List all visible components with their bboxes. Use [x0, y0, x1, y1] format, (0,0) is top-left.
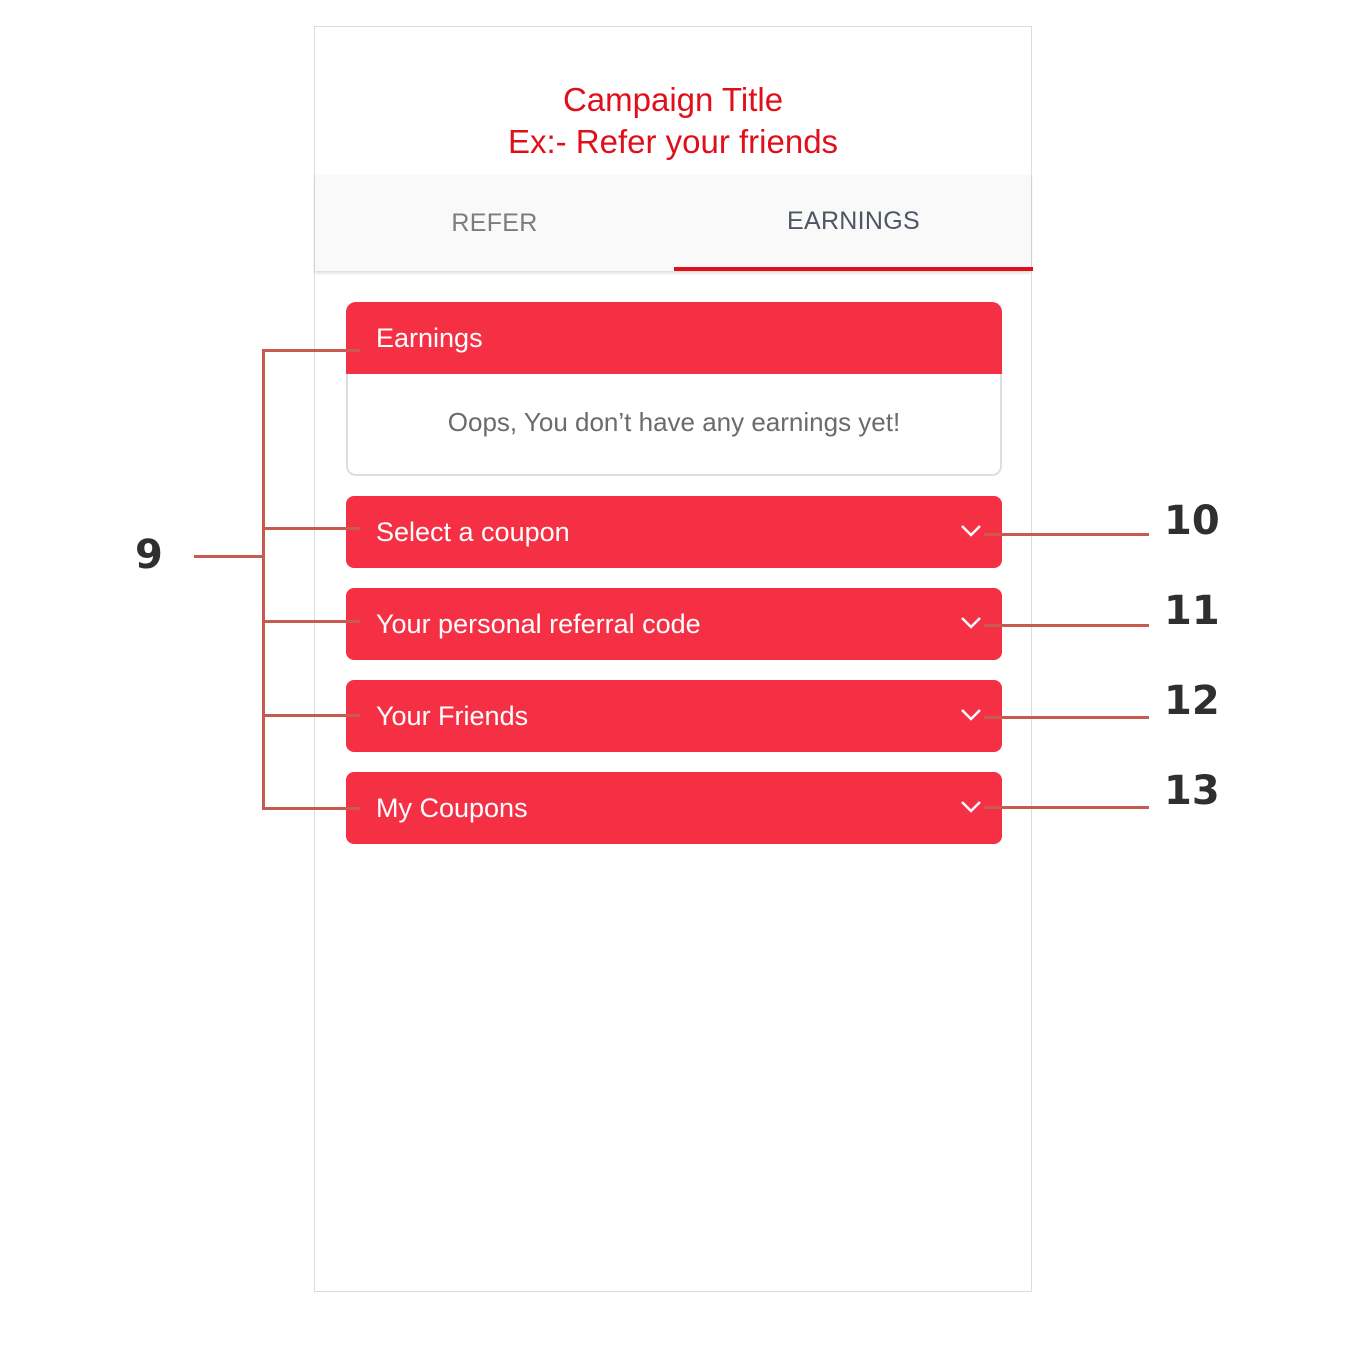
callout-label-12: 12	[1164, 678, 1220, 724]
chevron-down-icon	[960, 800, 982, 814]
earnings-card	[346, 302, 1002, 476]
campaign-title-line2: Ex:- Refer your friends	[507, 123, 839, 160]
callout-label-11: 11	[1164, 588, 1220, 634]
accordion-select-coupon[interactable]	[346, 496, 1002, 568]
callout-bracket-mycoupons	[262, 807, 360, 810]
callout-line-10	[984, 533, 1149, 536]
accordion-label: Your personal referral code	[376, 608, 701, 639]
callout-label-9: 9	[135, 532, 163, 578]
accordion-label: Your Friends	[376, 700, 529, 731]
phone-screen	[314, 26, 1032, 1292]
callout-line-12	[984, 716, 1149, 719]
callout-label-10: 10	[1164, 498, 1220, 544]
callout-label-13: 13	[1164, 768, 1220, 814]
earnings-card-header: Earnings	[346, 302, 1002, 374]
tab-refer[interactable]: REFER	[451, 208, 538, 237]
accordion-label: My Coupons	[376, 792, 528, 823]
callout-bracket-earnings	[262, 349, 360, 352]
chevron-down-icon	[960, 616, 982, 630]
earnings-empty-message: Oops, You don’t have any earnings yet!	[447, 407, 901, 437]
accordion-my-coupons[interactable]	[346, 772, 1002, 844]
callout-bracket-friends	[262, 714, 360, 717]
callout-line-11	[984, 624, 1149, 627]
accordion-your-friends[interactable]	[346, 680, 1002, 752]
callout-line-9	[194, 555, 264, 558]
campaign-title-line1: Campaign Title	[562, 81, 784, 118]
chevron-down-icon	[960, 708, 982, 722]
callout-bracket-referral	[262, 620, 360, 623]
callout-bracket-vertical	[262, 349, 265, 810]
chevron-down-icon	[960, 524, 982, 538]
accordion-referral-code[interactable]	[346, 588, 1002, 660]
accordion-label: Select a coupon	[376, 516, 570, 547]
callout-line-13	[984, 806, 1149, 809]
tab-bar	[315, 175, 1031, 271]
tab-earnings[interactable]: EARNINGS	[674, 175, 1033, 271]
campaign-title	[315, 79, 1031, 163]
callout-bracket-coupon	[262, 527, 360, 530]
